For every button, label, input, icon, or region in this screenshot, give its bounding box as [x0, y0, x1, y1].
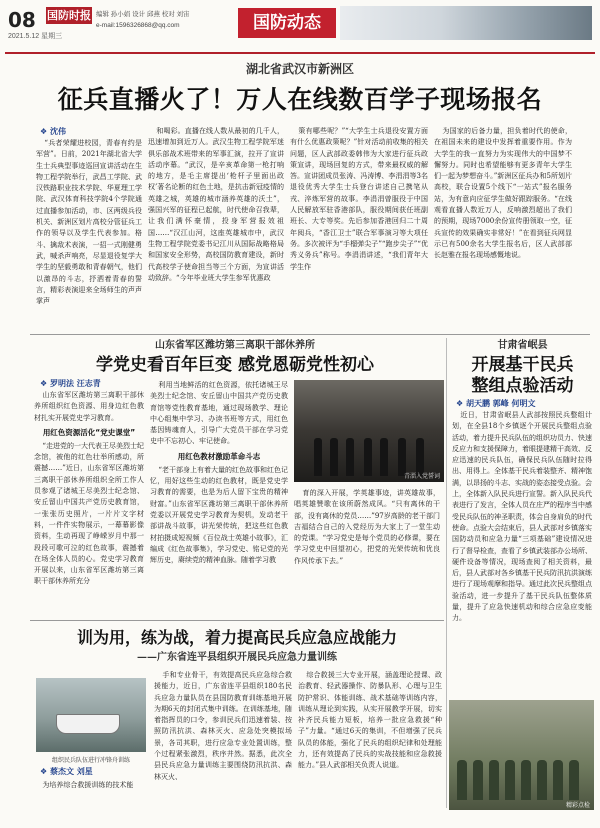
story2-author: ❖ 罗明法 汪志青	[40, 379, 101, 388]
story1-column-4	[434, 126, 572, 332]
story4-text-3: 综合救援三大专业开展，涵盖理论授课、政治教育、轻武器操作、防暴队形、心理与卫生防护常识、体能训练、战术基础等训练内容，训练从理论到实践，从实开展教学开展，切实补齐民兵能力短板，培养一批应急救援“种子”力量。“通过6天的集训，不但增强了民兵队员的体能，强化了民兵的组织纪律和处理能力，还有效提高了民兵的实战技能和应急救援能力。”县人武部相关负责人说道。	[298, 671, 442, 770]
story2-column-1	[34, 390, 144, 616]
email: e-mail:1596326868@qq.com	[96, 22, 180, 29]
story4-column-2	[154, 670, 292, 818]
story3-column	[452, 410, 592, 696]
section-title: 国防动态	[238, 8, 336, 38]
story2-text-3: 育的深入开展，学英雄事迹，讲英雄故事，唱英雄赞歌在该所蔚然成风。“只有离休的干部，没有离休的党员……”97岁高龄的老干部门吉福结合自己的入党经历为大家上了一堂生动的党课。“学习党史是每个党员的必修课，要在学习党史中回望初心，把党的光荣传统和优良作风传承下去。”	[294, 489, 440, 565]
story2-photo	[294, 380, 444, 482]
story1-text-4: 为国家的后备力量，担负着时代的使命，在祖国未来的建设中发挥着重要作用。作为大学生的我一直努力为实现伟大的中国梦不懈努力。同时也希望能够有更多青年大学生们一起为梦想奋斗。”新洲区征兵办和5所划片高校，联合设置5个线下“一站式”报名服务站，为有意向应征学生做好跟踪服务。“在线观看直播人数近万人，反响激烈超出了我们的预期，现场7000余份宣传册领取一空，征兵宣传的效果确实非常好！”在看到征兵网显示已有500余名大学生报名后，区人武部部长赵雅在报名现场感慨地说。	[434, 127, 572, 260]
story4-text-1: 为培养综合救援训练的技术能	[42, 781, 134, 789]
story1-text-1: “兵者荣耀进校园，青春有约是军营”。日前，2021年湖北省大学生士兵典型事迹巡回宣讲活动在生物工程学院举行，武昌工学院、武汉铁路职业技术学院、华夏理工学院、武汉体育科技学院4个学院通过直播参加活动，市、区两级兵役机关、新洲区划片高校分管征兵工作的领导以及学生代表参加。格斗、擒敌术表演，一招一式刚健勇武，喊杀声响亮，尽显退役复学大学生的坚毅勇敢和青春朝气，他们以激昂的斗志，抒洒着青春的誓言，精彩表演迎来全场师生的声声掌声	[36, 139, 142, 306]
page-number: 08	[8, 8, 36, 32]
story4-photo	[36, 678, 146, 752]
editor-info	[96, 9, 190, 31]
story3-photo-caption: 精彩点检	[565, 802, 590, 809]
boat	[56, 714, 120, 734]
divider	[30, 620, 444, 621]
issue-date	[8, 31, 62, 41]
story2-column-2	[150, 380, 288, 616]
story3-photo	[449, 700, 594, 810]
story3-kicker: 甘肃省岷县	[497, 340, 548, 351]
story2-text-2b: “老干部身上有着大量的红色故事和红色记忆，用好这些生动的红色教材，既是党史学习教育的需要，也是为后人留下宝贵的精神财富。”山东省军区潍坊第三离职干部休养所党委以开展党史学习教育为契机，发动老干部讲战斗故事，讲光荣传统，把这些红色教材拍摄成短视频《百位战士英雄小故事》，汇编成《红色故事集》，学习党史、铭记党的光辉历史，赓续党的精神血脉。随着学习教	[150, 465, 288, 565]
story1-headline: 征兵直播火了！万人在线数百学子现场报名	[57, 85, 543, 114]
story1-column-2	[148, 126, 284, 332]
story2-subhead-2: 用红色教材激励革命斗志	[177, 451, 261, 461]
newspaper-logo: 国防时报	[47, 9, 91, 22]
author-names: 蔡杰文 刘星	[49, 767, 93, 776]
story1-text-3: 策有哪些呢？”“大学生士兵退役安置方面有什么优惠政策呢？”针对活动前收集的相关问题，区人武部政委韩伟为大家进行征兵政策宣讲，现场回复的方式，带来最权威的解答。宣讲团成员张涛、冯涛博、李涓涓等3名退役优秀大学生士兵登台讲述自己携笔从戎、淬炼军营的故事。李涓涓曾服役于中国人民解放军驻香港部队，服役期间获任班副班长、大专等奖。先后参加香港回归二十周年阅兵，“香江卫士”联合军事演习等大项任务。多次被评为“手榴弹尖子”“跑步尖子”“优秀义务兵”称号。李涓涓讲述，“我们青年大学生作	[290, 127, 428, 271]
story1-column-3	[290, 126, 428, 332]
author-names: 沈伟	[49, 127, 66, 136]
story2-headline: 学党史看百年巨变 感党恩砺党性初心	[96, 355, 374, 375]
story3-headline-line2: 整组点验活动	[471, 376, 574, 396]
editors: 编辑 孙小娟 设计 邱燕 校对 刘宙	[96, 11, 190, 18]
story2-text-1b: “走进党的一大代表王尽美烈士纪念馆，被他的红色壮举所感动，所震撼……”近日，山东省军区潍坊第三离职干部休养所组织全所工作人员参观了诸城王尽美烈士纪念馆、安丘留山中国共产党历史教育馆，一张张历史照片，一片片文字材料，一件件实物展示，一幕幕影像资料，生动再现了峥嵘岁月中那一段段可歌可泣的红色故事，震撼着在场全体人员的心。党史学习教育开展以来，山东省军区潍坊第三离职干部休养所充分	[34, 441, 144, 586]
section-banner-image	[340, 6, 592, 40]
story4-column-3	[298, 670, 442, 818]
story2-text-2a: 利用当地鲜活的红色资源，依托诸城王尽美烈士纪念馆、安丘留山中国共产党历史教育馆等党性教育基地，通过现场教学、理论中心组集中学习、办读书班等方式，用红色基因铸魂育人，引导广大党员干部在学习党史中不忘初心、牢记使命。	[150, 381, 288, 446]
weekday: 星期三	[41, 33, 63, 40]
story2-text-1a: 山东省军区潍坊第三离职干部休养所组织红色资源、用身边红色教材扎实开展党史学习教育。	[34, 391, 144, 422]
story4-text-2: 手和专业骨干，有效提高民兵应急综合救援能力，近日，广东省连平县组织180名民兵应急力量队员在县国防教育训练基地开展为期6天的封闭式集中训练。在训练基地，随着指挥员的口令，参训民兵们迅速着装、按照防汛抗洪、森林灭火、应急处突模拟场景，各司其职，进行应急专业处置训练，整个过程紧张激烈，秩序井然。据悉，此次全县民兵应急力量训练主要围绕防汛抗洪、森林灭火、	[154, 671, 292, 781]
story3-text: 近日，甘肃省岷县人武部按照民兵整组计划，在全县18个乡镇逐个开展民兵整组点验活动，着力提升民兵队伍的组织功员力、快速反应力和支援保障力，着眼提建精干高效、反应迅速的民兵队伍，确保民兵队伍随时拉得出、用得上。全体基干民兵着装整齐、精神饱满，以昂扬的斗志、实战的姿态接受点验。会上，全体新入队民兵进行宣誓。新入队民兵代表进行了发言，全体人员在庄严的程序当中感受民兵队伍的神圣职责，体会自身肩负的时代使命。点验大会结束后，县人武部对乡镇落实国防动员和应急力量“三项基础”建设情况进行了督导检查，查看了乡镇武装部办公场所、硬件设备等情况，现场查阅了相关资料，最后，县人武部对各乡镇基干民兵防汛抗洪演练进行了现场观摩和指导。通过此次民兵整组点验活动，进一步提升了基干民兵队伍整体质量，提升了应急快速机动和综合应急应变能力。	[452, 411, 592, 623]
divider	[30, 334, 590, 335]
story4-headline: 训为用，练为战，着力提高民兵应急应战能力	[76, 628, 397, 647]
story4-photo-caption: 组织民兵队伍进行冲锋舟训练	[51, 757, 130, 764]
author-names: 罗明法 汪志青	[49, 379, 101, 388]
story4-kicker: ——广东省连平县组织开展民兵应急力量训练	[137, 652, 337, 663]
story3-headline-line1: 开展基干民兵	[471, 355, 574, 375]
story2-kicker: 山东省军区潍坊第三离职干部休养所	[155, 340, 315, 351]
story2-column-3	[294, 488, 440, 616]
story4-column-1	[34, 780, 150, 816]
story1-kicker: 湖北省武汉市新洲区	[245, 62, 354, 76]
story2-subhead-1: 用红色资源活化“党史课堂”	[42, 427, 136, 437]
story1-author: ❖ 沈伟	[40, 127, 66, 136]
story4-author: ❖ 蔡杰文 刘星	[40, 767, 93, 776]
story3-author: ❖ 胡天鹏 郭峰 何明文	[456, 399, 536, 408]
header-rule	[5, 52, 595, 54]
author-names: 胡天鹏 郭峰 何明文	[465, 399, 536, 408]
story2-photo-caption: 青淄入党誓词	[403, 473, 440, 480]
column-divider	[446, 338, 447, 808]
story1-column-1	[36, 138, 142, 332]
date: 2021.5.12	[8, 33, 40, 40]
story1-text-2: 和喝彩。直播在线人数从最初的几千人，迅速增加到近万人。武汉生物工程学院军迷俱乐部战术班带来的军事汇演，拉开了宣讲活动序幕。“武汉，是辛亥革命第一枪打响的地方，是毛主席提出‘枪杆子里面出政权’著名论断的红色土地，是抗击新冠疫情的英雄之城，英雄的城市涵养英雄的沃土”，强国兴军的征程已起航，时代使命召我辈，让我们满怀豪情，投身军营报效祖国……“汉江山河，这座英雄城市中，武汉生物工程学院党委书记江川从国际战略格局和国家安全形势，高校国防教育建设，新时代高校学子使命担当等三个方面，为宣讲活动致辞。“今年毕业班大学生参军优惠政	[148, 127, 284, 282]
